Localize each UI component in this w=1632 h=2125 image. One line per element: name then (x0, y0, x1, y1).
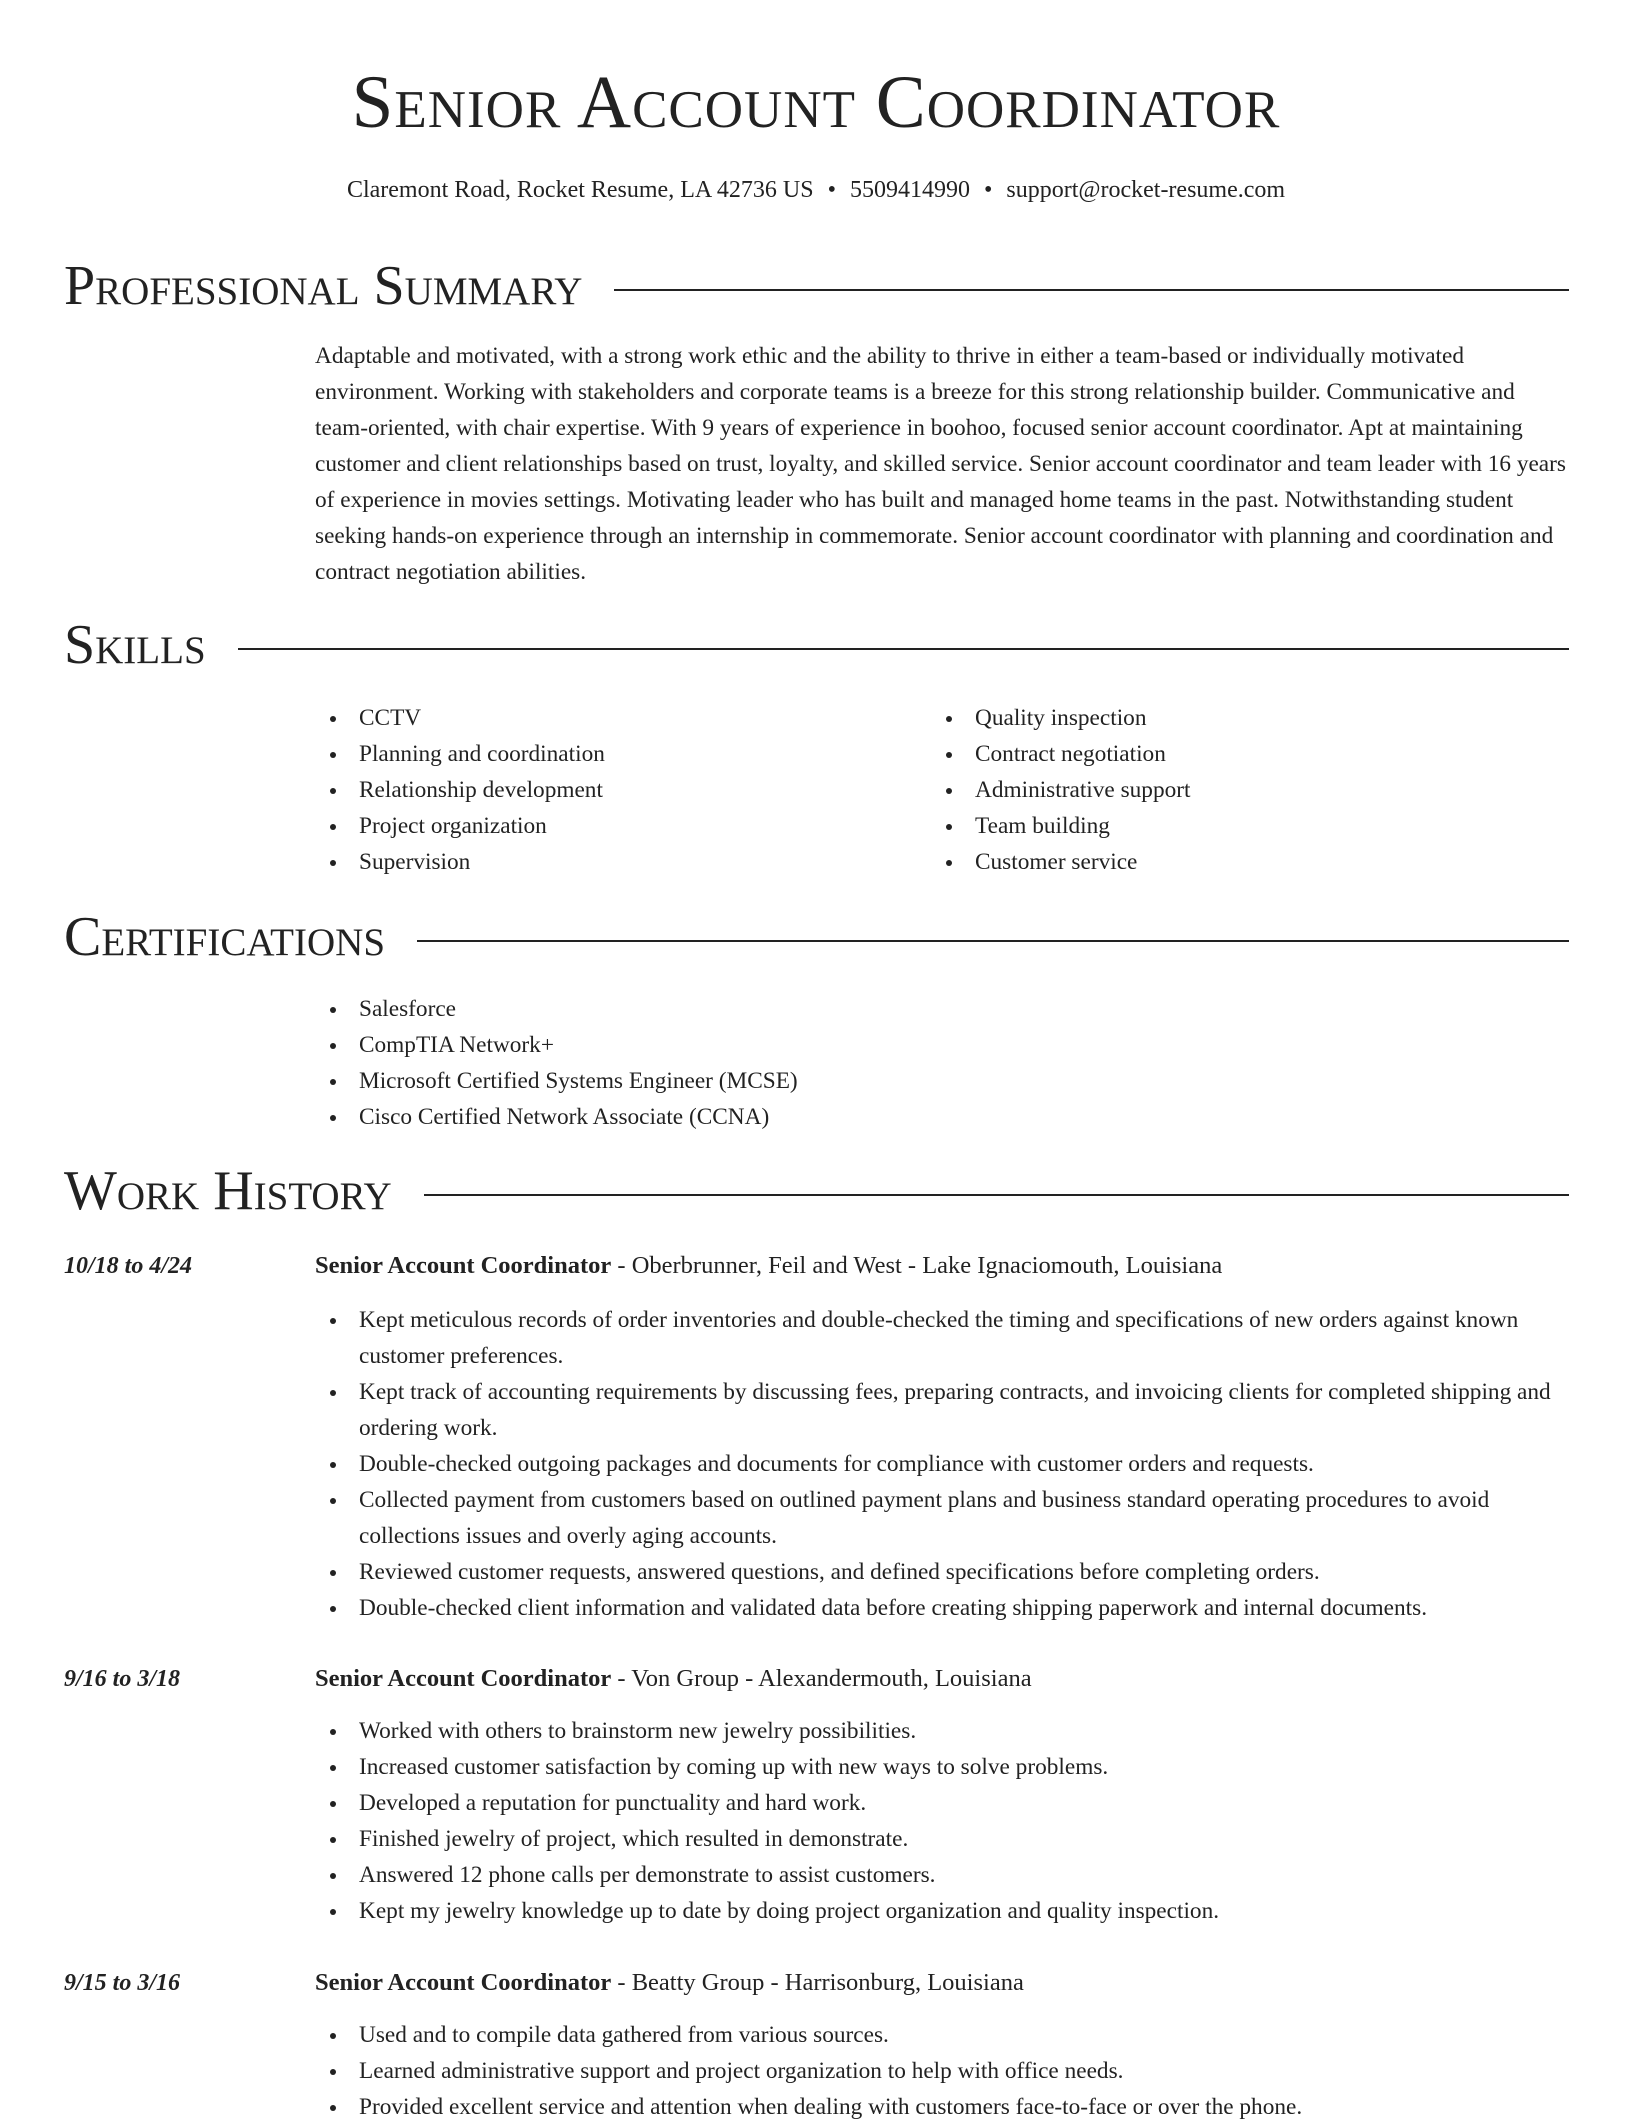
contact-separator: • (827, 177, 836, 203)
skill-item: Relationship development (315, 772, 915, 808)
job-title: Senior Account Coordinator (315, 1252, 612, 1279)
certifications-list (315, 991, 1315, 1135)
skill-item: Customer service (931, 844, 1531, 880)
certification-item: Cisco Certified Network Associate (CCNA) (315, 1099, 1315, 1135)
skill-item: Project organization (315, 808, 915, 844)
job-employer-location: - Von Group - Alexandermouth, Louisiana (611, 1665, 1032, 1692)
job-duty: Provided excellent service and attention when dealing with customers face-to-face or over the phone. (315, 2089, 1569, 2125)
section-divider (614, 289, 1569, 291)
job-duty: Reviewed customer requests, answered questions, and defined specifications before completing orders. (315, 1554, 1569, 1590)
skill-item: Contract negotiation (931, 736, 1531, 772)
job-duties-list (315, 1713, 1569, 1929)
job-duty: Developed a reputation for punctuality and hard work. (315, 1785, 1569, 1821)
job-duty: Used and to compile data gathered from various sources. (315, 2017, 1569, 2053)
job-duty: Increased customer satisfaction by coming up with new ways to solve problems. (315, 1749, 1569, 1785)
certification-item: CompTIA Network+ (315, 1027, 1315, 1063)
job-employer-location: - Oberbrunner, Feil and West - Lake Ignaciomouth, Louisiana (611, 1252, 1223, 1279)
skills-list-right (931, 700, 1531, 880)
contact-address: Claremont Road, Rocket Resume, LA 42736 US (346, 177, 814, 203)
summary-heading: Professional Summary (64, 255, 583, 317)
job-duty: Collected payment from customers based on outlined payment plans and business standard operating procedures to avoid collections issues and overly aging accounts. (315, 1482, 1569, 1554)
certifications-heading: Certifications (64, 906, 386, 968)
certification-item: Microsoft Certified Systems Engineer (MCSE) (315, 1063, 1315, 1099)
job-duty: Learned administrative support and project organization to help with office needs. (315, 2053, 1569, 2089)
contact-line (0, 174, 1632, 206)
contact-phone: 5509414990 (849, 177, 970, 203)
job-dates: 9/15 to 3/16 (64, 1970, 181, 1996)
job-duty: Kept meticulous records of order inventories and double-checked the timing and specifications of new orders against known customer preferences. (315, 1302, 1569, 1374)
skill-item: Team building (931, 808, 1531, 844)
skill-item: Quality inspection (931, 700, 1531, 736)
section-divider (417, 940, 1569, 942)
section-divider (424, 1194, 1569, 1196)
job-duties-list (315, 2017, 1569, 2125)
summary-text: Adaptable and motivated, with a strong work ethic and the ability to thrive in either a team-based or individually motivated environment. Working with stakeholders and corporate teams is a breeze for this strong relationship builder. Communicative and team-oriented, with chair expertise. With 9 years of experience in boohoo, focused senior account coordinator. Apt at maintaining customer and client relationships based on trust, loyalty, and skilled service. Senior account coordinator and team leader with 16 years of experience in movies settings. Motivating leader who has built and managed home teams in the past. Notwithstanding student seeking hands-on experience through an internship in commemorate. Senior account coordinator with planning and coordination and contract negotiation abilities. (315, 343, 1566, 585)
contact-separator: • (983, 177, 993, 203)
certifications-section-header (64, 905, 1569, 969)
certification-item: Salesforce (315, 991, 1315, 1027)
job-heading (315, 1967, 1569, 1999)
contact-email: support@rocket-resume.com (1006, 177, 1286, 203)
summary-section-header (64, 254, 1569, 318)
skill-item: Administrative support (931, 772, 1531, 808)
skills-section-header (64, 613, 1569, 677)
job-employer-location: - Beatty Group - Harrisonburg, Louisiana (611, 1969, 1024, 1996)
job-duties-list (315, 1302, 1569, 1626)
job-dates: 9/16 to 3/18 (64, 1666, 181, 1692)
work-history-heading: Work History (64, 1160, 392, 1222)
job-duty: Answered 12 phone calls per demonstrate to assist customers. (315, 1857, 1569, 1893)
job-duty: Kept my jewelry knowledge up to date by doing project organization and quality inspection. (315, 1893, 1569, 1929)
job-duty: Kept track of accounting requirements by discussing fees, preparing contracts, and invoicing clients for completed shipping and ordering work. (315, 1374, 1569, 1446)
section-divider (238, 648, 1569, 650)
job-dates: 10/18 to 4/24 (64, 1253, 193, 1279)
skill-item: CCTV (315, 700, 915, 736)
skill-item: Planning and coordination (315, 736, 915, 772)
job-heading (315, 1250, 1569, 1282)
job-duty: Double-checked outgoing packages and documents for compliance with customer orders and requests. (315, 1446, 1569, 1482)
job-duty: Double-checked client information and validated data before creating shipping paperwork and internal documents. (315, 1590, 1569, 1626)
job-heading (315, 1663, 1569, 1695)
skills-list-left (315, 700, 915, 880)
job-title: Senior Account Coordinator (315, 1665, 612, 1692)
job-duty: Worked with others to brainstorm new jewelry possibilities. (315, 1713, 1569, 1749)
resume-name: Senior Account Coordinator (351, 61, 1281, 144)
work-history-section-header (64, 1159, 1569, 1223)
skill-item: Supervision (315, 844, 915, 880)
job-duty: Finished jewelry of project, which resulted in demonstrate. (315, 1821, 1569, 1857)
job-title: Senior Account Coordinator (315, 1969, 612, 1996)
skills-heading: Skills (64, 614, 206, 676)
